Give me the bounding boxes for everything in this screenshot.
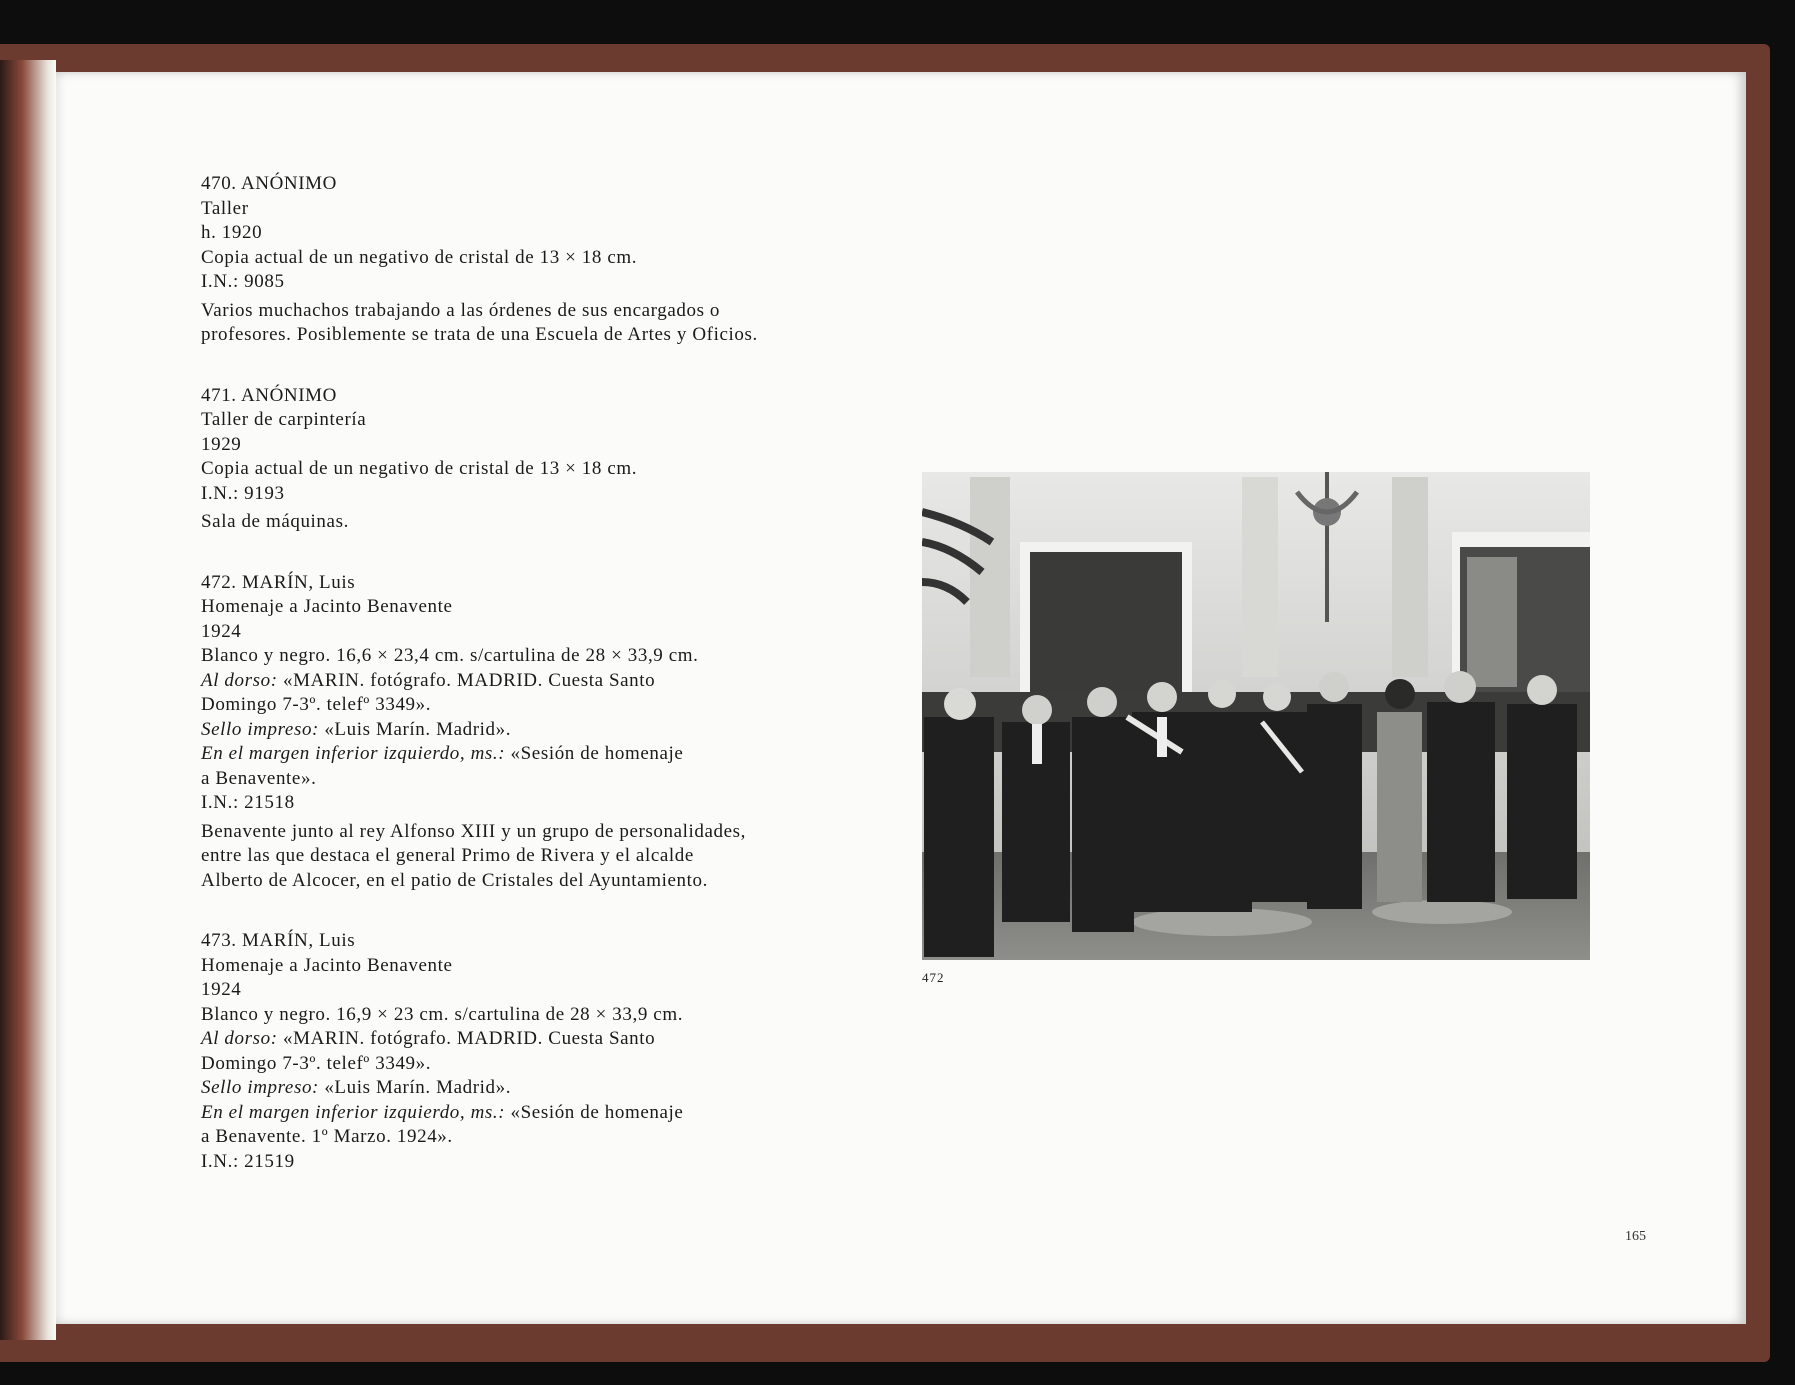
sello-label: Sello impreso: xyxy=(201,1077,319,1098)
entry-medium: Copia actual de un negativo de cristal de 13 × 18 cm. xyxy=(201,246,638,268)
dorso-text: «MARIN. fotógrafo. MADRID. Cuesta Santo xyxy=(277,669,656,691)
dorso-label: Al dorso: xyxy=(201,669,278,691)
book-spine-edge xyxy=(0,60,56,1340)
entry-heading: 471. ANÓNIMO xyxy=(201,384,337,406)
entry-heading: 472. MARÍN, Luis xyxy=(201,571,356,593)
entry-inventory: I.N.: 9085 xyxy=(201,271,285,292)
catalogue-text-column xyxy=(201,172,881,1210)
sello-text: «Luis Marín. Madrid». xyxy=(318,1077,512,1098)
entry-title: Homenaje a Jacinto Benavente xyxy=(201,596,453,617)
entry-title: Taller xyxy=(201,197,249,219)
entry-dorso xyxy=(201,669,881,694)
page-number: 165 xyxy=(1625,1229,1646,1244)
entry-inventory: I.N.: 21519 xyxy=(201,1150,295,1172)
catalogue-entry-473 xyxy=(201,929,881,1174)
entry-dorso xyxy=(201,1027,881,1052)
group-portrait-image xyxy=(922,472,1590,960)
entry-description: entre las que destaca el general Primo de Rivera y el alcalde xyxy=(201,845,694,866)
entry-inventory: I.N.: 21518 xyxy=(201,792,295,813)
margen-label: En el margen inferior izquierdo, ms.: xyxy=(201,1101,506,1123)
photograph-472 xyxy=(922,472,1590,960)
entry-sello xyxy=(201,1076,881,1101)
entry-description: Benavente junto al rey Alfonso XIII y un grupo de personalidades, xyxy=(201,820,747,842)
margen-label: En el margen inferior izquierdo, ms.: xyxy=(201,743,506,764)
entry-margen xyxy=(201,1101,881,1126)
entry-title: Homenaje a Jacinto Benavente xyxy=(201,954,453,976)
entry-dorso-cont: Domingo 7-3º. telefº 3349». xyxy=(201,694,432,715)
entry-sello xyxy=(201,718,881,743)
entry-heading: 470. ANÓNIMO xyxy=(201,173,337,194)
entry-heading: 473. MARÍN, Luis xyxy=(201,930,356,951)
catalogue-entry-472 xyxy=(201,571,881,894)
entry-date: 1929 xyxy=(201,433,242,455)
entry-margen xyxy=(201,742,881,767)
catalogue-entry-470 xyxy=(201,172,881,348)
photo-caption: 472 xyxy=(922,970,945,985)
entry-description: Varios muchachos trabajando a las órdenes de sus encargados o xyxy=(201,299,721,321)
catalogue-entry-471 xyxy=(201,384,881,535)
entry-margen-cont: a Benavente». xyxy=(201,767,317,789)
dorso-label: Al dorso: xyxy=(201,1028,278,1049)
entry-description: Sala de máquinas. xyxy=(201,511,349,532)
entry-inventory: I.N.: 9193 xyxy=(201,482,285,504)
entry-medium: Blanco y negro. 16,6 × 23,4 cm. s/cartulina de 28 × 33,9 cm. xyxy=(201,645,699,666)
entry-date: 1924 xyxy=(201,979,242,1000)
entry-margen-cont: a Benavente. 1º Marzo. 1924». xyxy=(201,1126,453,1147)
sello-label: Sello impreso: xyxy=(201,718,319,740)
entry-title: Taller de carpintería xyxy=(201,409,367,430)
entry-dorso-cont: Domingo 7-3º. telefº 3349». xyxy=(201,1052,432,1074)
entry-date: h. 1920 xyxy=(201,222,263,243)
dorso-text: «MARIN. fotógrafo. MADRID. Cuesta Santo xyxy=(277,1028,656,1049)
entry-description: profesores. Posiblemente se trata de una Escuela de Artes y Oficios. xyxy=(201,324,758,345)
margen-text: «Sesión de homenaje xyxy=(505,743,684,764)
entry-medium: Blanco y negro. 16,9 × 23 cm. s/cartulina de 28 × 33,9 cm. xyxy=(201,1003,684,1025)
entry-description: Alberto de Alcocer, en el patio de Cristales del Ayuntamiento. xyxy=(201,869,708,891)
entry-date: 1924 xyxy=(201,620,242,642)
entry-medium: Copia actual de un negativo de cristal de 13 × 18 cm. xyxy=(201,458,638,479)
margen-text: «Sesión de homenaje xyxy=(505,1101,684,1123)
sello-text: «Luis Marín. Madrid». xyxy=(318,718,512,740)
